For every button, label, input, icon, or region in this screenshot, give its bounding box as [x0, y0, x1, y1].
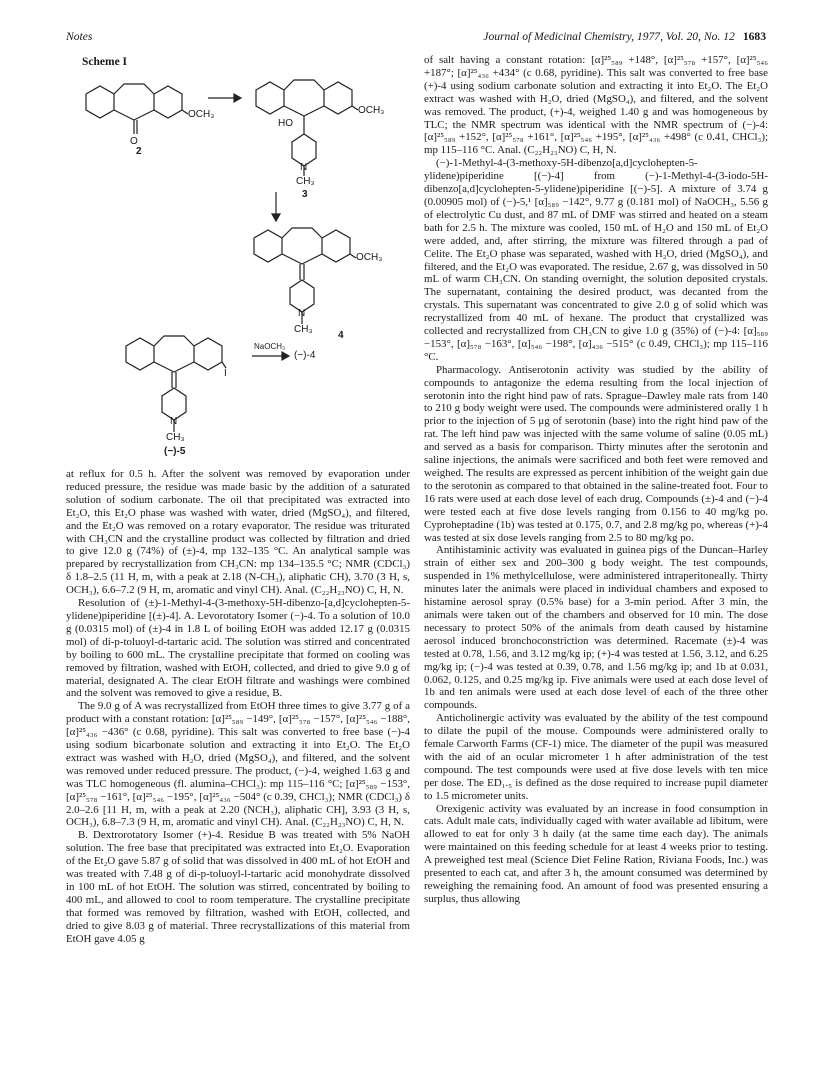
paragraph: (−)-1-Methyl-4-(3-methoxy-5H-dibenzo[a,d]cyclohepten-5-ylidene)piperidine [(−)-4] from (−)-1-Methyl-4-(3-iodo-5H-dibenzo[a,d]cyclohepten-5-ylidene)piperidine [(−)-5]. A mixture of 3.74 g (0.00905 mol) of (−)-5,¹ [α]₅₈₉ −142°, 9.77 g (0.181 mol) of NaOCH₃, 5.56 g of electrolytic Cu dust, and 87 mL of DMF was stirred and heated on a steam bath for 2.5 h. The mixture was cooled, 150 mL of H₂O and 150 mL of Et₂O were added, and, after stirring, the mixture was filtered through a pad of Celite. The Et₂O phase was separated, washed with H₂O, dried (MgSO₄), and filtered, and the Et₂O was evaporated. The residue, 2.67 g, was dissolved in 50 mL of warm CH₃CN. On standing overnight, the solution deposited crystals. The supernatant, containing the desired product, was decanted from the crystals. This supernatant was concentrated to give 2.0 g of solid which was recrystallized from 40 mL of hexane. The product that crystallized was collected and recrystallized from CH₃CN to give 1.0 g (35%) of (−)-4: [α]₅₈₉ −153°, [α]₅₇₈ −163°, [α]₅₄₆ −198°, [α]₄₃₆ −515° (c 0.49, CHCl₃); mp 115–116 °C.	[424, 157, 768, 363]
reagent-label: NaOCH₃	[254, 342, 286, 351]
paragraph: at reflux for 0.5 h. After the solvent was removed by evaporation under reduced pressure, the residue was made basic by the addition of a saturated solution of sodium carbonate. The oil that precipitated was extracted into Et₂O, this Et₂O phase was washed with water, dried (MgSO₄), and filtered, and the Et₂O was removed on a rotary evaporator. The residue was triturated with CH₃CN and the crystalline product was collected by filtration and dried to give 12.0 g (74%) of (±)-4, mp 132–135 °C. An analytical sample was prepared by recrystallization from CH₃CN: mp 134–135.5 °C; NMR (CDCl₃) δ 1.8–2.5 (11 H, m, with a peak at 2.18 (N-CH₃), aliphatic CH), 3.70 (3 H, s, OCH₃), 6.6–7.2 (9 H, m, aromatic and vinyl CH). Anal. (C₂₂H₂₃NO) C, H, N.	[66, 468, 410, 597]
compound-4-label: 4	[338, 330, 344, 341]
nitrogen-label-3: N	[300, 162, 308, 173]
page-number: 1683	[742, 30, 766, 43]
compound-5-label: (−)-5	[164, 446, 186, 457]
scheme-title: Scheme I	[82, 56, 128, 68]
paragraph: Orexigenic activity was evaluated by an increase in food consumption in cats. Adult male cats, individually caged with water available ad libitum, were allowed to eat for only 3 h daily (at the same time each day). The animals were maintained on this feeding schedule for at least 4 weeks prior to testing. A preweighed test meal (Science Diet Feline Ration, Riviana Foods, Inc.) was presented to each cat, and after 3 h, the amount consumed was determined by reweighing the remaining food. An amount of food was presented ensuring a surplus, thus allowing	[424, 802, 768, 905]
paragraph: Pharmacology. Antiserotonin activity was studied by the ability of compounds to antagonize the edema resulting from the local injection of serotonin into the right hind paw of rats. Sprague–Dawley male rats from 140 to 210 g body weight were used. The compounds were administered orally 1 h prior to the injection of 5 μg of serotonin (base) into the right hind paw of the rat. The left hind paw was injected with the same volume of saline (0.05 mL) and served as a basis for comparison. Thirty minutes after the serotonin and saline injections, the animals were sacrificed and both feet were removed and weighed. The results are expressed as percent inhibition of the weight gain due to the serotonin as compared to that obtained in the saline-treated foot. Four to 16 rats were used at each dose level of each drug. Compounds (±)-4 and (−)-4 were tested each at five dose levels ranging from 0.156 to 40 mg/kg po. Cyproheptadine (1b) was tested at 0.175, 0.7, and 2.8 mg/kg po, whereas (+)-4 was tested at six dose levels ranging from 2.5 to 80 mg/kg po.	[424, 363, 768, 544]
compound-3-label: 3	[302, 189, 308, 200]
carbonyl-o-label: O	[130, 136, 138, 147]
running-header	[66, 30, 766, 46]
scheme-figure	[66, 54, 410, 466]
right-column	[424, 54, 768, 906]
left-column	[66, 468, 410, 946]
header-citation: Journal of Medicinal Chemistry, 1977, Vol. 20, No. 12	[483, 30, 735, 43]
methoxy-label-3: OCH₃	[358, 105, 385, 116]
compound-2-label: 2	[136, 146, 142, 157]
paragraph: Anticholinergic activity was evaluated by the ability of the test compound to dilate the pupil of the mouse. Compounds were administered orally to female Carworth Farms (CF-1) mice. The diameter of the pupil was measured with the aid of an ocular micrometer 1 h after administration of the test compound. The test compounds were used at five dose levels with ten mice per dose. The ED₁.₅ is defined as the dose required to increase pupil diameter to 1.5 micrometer units.	[424, 712, 768, 802]
hydroxyl-label: HO	[278, 118, 293, 129]
paragraph: Resolution of (±)-1-Methyl-4-(3-methoxy-5H-dibenzo-[a,d]cyclohepten-5-ylidene)piperidine [(±)-4]. A. Levorotatory Isomer (−)-4. To a solution of 10.0 g (0.0315 mol) of (±)-4 in 1.8 L of boiling EtOH was added 12.17 g (0.0315 mol) of di-p-toluoyl-d-tartaric acid. The solution was stirred and concentrated by boiling to 600 mL. The crystalline precipitate that formed on cooling was removed by filtration, washed with EtOH, collected, and dried to give 9.0 g of material, designated A. The clear EtOH filtrate and washings were combined and the solvent was removed to give a residue, B.	[66, 597, 410, 700]
paragraph: B. Dextrorotatory Isomer (+)-4. Residue B was treated with 5% NaOH solution. The free base that precipitated was extracted into Et₂O. Evaporation of the Et₂O gave 5.87 g of solid that was dissolved in 400 mL of hot EtOH and was treated with 7.48 g of di-p-toluoyl-l-tartaric acid monohydrate dissolved in 100 mL of hot EtOH. The solution was stirred, concentrated by boiling to 400 mL, and allowed to cool to room temperature. The crystalline precipitate that formed was removed by filtration, washed with EtOH, collected, and dried to give 8.03 g of material. Three recrystallizations of this material from EtOH gave 4.05 g	[66, 829, 410, 945]
product-label: (−)-4	[294, 350, 316, 361]
methoxy-label-2: OCH₃	[188, 109, 215, 120]
paragraph: Antihistaminic activity was evaluated in guinea pigs of the Duncan–Harley strain of either sex and 200–300 g body weight. The test compounds, suspended in 1% methylcellulose, were administered intraperitoneally. Thirty minutes later the animals were placed in individual chambers and exposed to histamine aerosol spray (0.5% base) for a 3-min period. After 3 min, the animals were taken out of the chambers and observed for 10 min. The dose necessary to protect 50% of the animals from death caused by histamine aerosol induced bronchoconstriction was determined. Racemate (±)-4 was tested at 0.78, 1.56, and 3.12 mg/kg ip; (+)-4 was tested at 1.56, 3.12, and 6.25 mg/kg ip; (−)-4 was tested at 0.39, 0.78, and 1.56 mg/kg ip; and 1b at 0.031, 0.062, 0.125, and 0.25 mg/kg ip. Five animals were used at each dose level of 1b and ten animals were used at each dose level of each of the three other compounds.	[424, 544, 768, 712]
compound-2-structure	[86, 84, 188, 134]
methoxy-label-4: OCH₃	[356, 252, 383, 263]
iodine-label: I	[224, 368, 227, 379]
nitrogen-label-4: N	[298, 308, 306, 319]
methyl-label-4: CH₃	[294, 324, 313, 335]
header-journal	[483, 30, 766, 43]
nitrogen-label-5: N	[170, 416, 178, 427]
methyl-label-3: CH₃	[296, 176, 315, 187]
paragraph: of salt having a constant rotation: [α]²⁵₅₈₉ +148°, [α]²⁵₅₇₈ +157°, [α]²⁵₅₄₆ +187°; [α]²⁵₄₃₆ +434° (c 0.68, pyridine). This salt was converted to free base (+)-4 using sodium carbonate solution and extracting it into Et₂O. The Et₂O extract was washed with H₂O, dried (MgSO₄), and filtered, and the solvent was removed. The product, (+)-4, weighed 1.40 g and was homogeneous by TLC; the NMR spectrum was identical with the NMR spectrum of (−)-4: [α]²⁵₅₈₉ +152°, [α]²⁵₅₇₈ +161°, [α]²⁵₅₄₆ +195°, [α]²⁵₄₃₆ +498° (c 0.41, CHCl₃); mp 115–116 °C. Anal. (C₂₂H₂₃NO) C, H, N.	[424, 54, 768, 157]
methyl-label-5: CH₃	[166, 432, 185, 443]
paragraph: The 9.0 g of A was recrystallized from EtOH three times to give 3.77 g of a product with a constant rotation: [α]²⁵₅₈₉ −149°, [α]²⁵₅₇₈ −157°, [α]²⁵₅₄₆ −188°, [α]²⁵₄₃₆ −436° (c 0.68, pyridine). This salt was converted to free base (−)-4 using sodium bicarbonate solution and extracting it into Et₂O. The Et₂O extract was washed with H₂O, dried (MgSO₄), and filtered, and the solvent was removed under reduced pressure. The product, (−)-4, weighed 1.63 g and was TLC homogeneous (fl. alumina–CHCl₃): mp 115–116 °C; [α]²⁵₅₈₉ −153°, [α]²⁵₅₇₈ −161°, [α]²⁵₅₄₆ −195°, [α]²⁵₄₃₆ −504° (c 0.39, CHCl₃); NMR (CDCl₃) δ 2.0–2.6 [11 H, m, with a peak at 2.20 (NCH₃), aliphatic CH], 3.93 (3 H, s, OCH₃), 6.8–7.3 (9 H, m, aromatic and vinyl CH). Anal. (C₂₂H₂₃NO) C, H, N.	[66, 700, 410, 829]
header-section: Notes	[66, 30, 93, 43]
